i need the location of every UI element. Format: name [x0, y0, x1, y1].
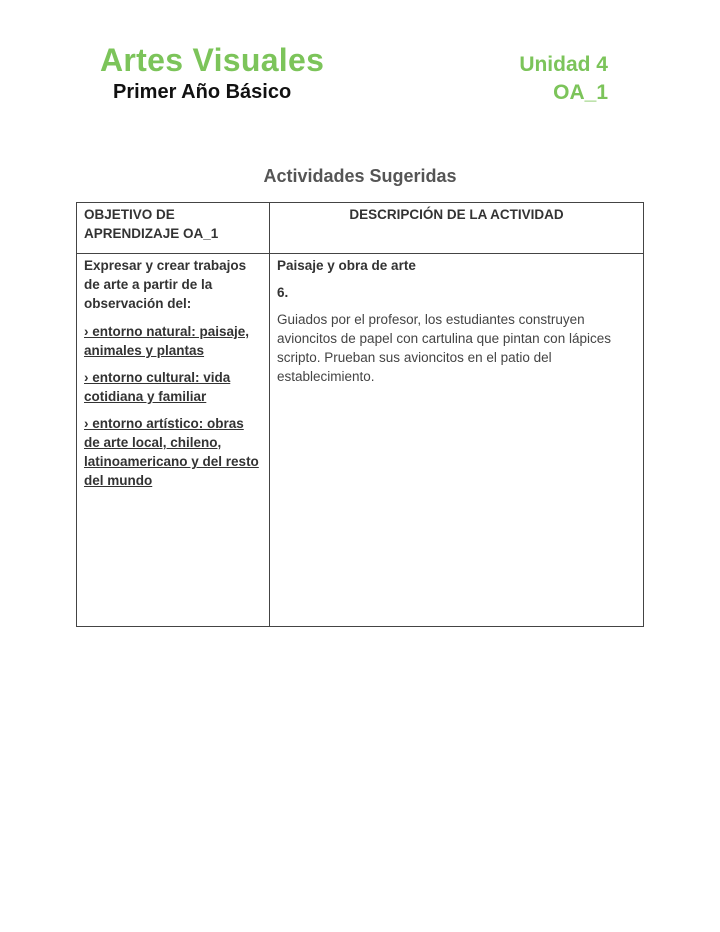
header-objective: OBJETIVO DE APRENDIZAJE OA_1 — [77, 203, 270, 254]
table-header-row — [77, 203, 644, 254]
header-description: DESCRIPCIÓN DE LA ACTIVIDAD — [270, 203, 644, 254]
activity-number: 6. — [277, 285, 289, 300]
objective-intro: Expresar y crear trabajos de arte a partir de la observación del: — [84, 258, 247, 311]
document-title: Artes Visuales — [100, 42, 325, 78]
objective-cell — [77, 254, 270, 627]
grade-subtitle: Primer Año Básico — [113, 81, 292, 103]
activities-table — [76, 202, 644, 627]
description-cell — [270, 254, 644, 627]
oa-label: OA_1 — [553, 81, 608, 104]
link-entorno-natural[interactable]: › entorno natural: paisaje, animales y plantas — [84, 324, 250, 358]
unit-label: Unidad 4 — [519, 53, 608, 76]
link-entorno-cultural[interactable]: › entorno cultural: vida cotidiana y familiar — [84, 370, 231, 404]
table-row — [77, 254, 644, 627]
link-entorno-artistico[interactable]: › entorno artístico: obras de arte local, chileno, latinoamericano y del resto del mundo — [84, 416, 259, 488]
section-title: Actividades Sugeridas — [263, 166, 457, 186]
activity-title: Paisaje y obra de arte — [277, 258, 416, 273]
activity-text: Guiados por el profesor, los estudiantes construyen avioncitos de papel con cartulina que pintan con lápices scripto. Prueban sus avioncitos en el patio del establecimiento. — [277, 312, 611, 384]
